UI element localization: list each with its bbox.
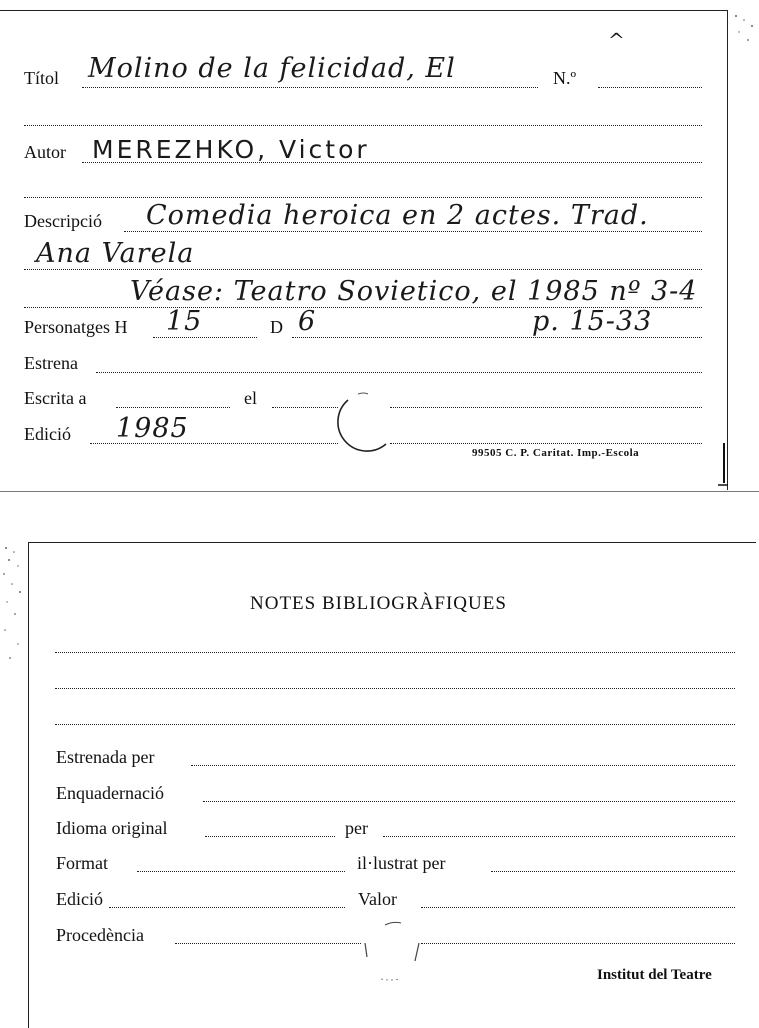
estrenada-line — [191, 765, 735, 766]
estrena-label: Estrena — [24, 353, 78, 373]
procedencia-line-a — [175, 943, 361, 944]
procedencia-line-b — [421, 943, 735, 944]
card-separator — [0, 491, 759, 492]
format-illustrat-label: il·lustrat per — [357, 853, 446, 873]
valor-label: Valor — [358, 889, 397, 909]
descripcio-value-2: Ana Varela — [36, 238, 195, 269]
personatges-h-value: 15 — [166, 306, 203, 337]
escrita-el-line-b — [390, 407, 702, 408]
edicio-value: 1985 — [116, 413, 189, 444]
idioma-per-line — [383, 836, 735, 837]
idioma-label: Idioma original — [56, 818, 168, 838]
personatges-h-line — [153, 337, 257, 338]
back-punch-hole-mark — [357, 913, 427, 983]
catalog-card-back — [28, 542, 756, 1028]
escrita-label: Escrita a — [24, 388, 87, 408]
numero-label: N.º — [553, 68, 577, 88]
enquadernacio-line — [203, 801, 735, 802]
personatges-pages: p. 15-33 — [532, 306, 653, 337]
idioma-per-label: per — [345, 818, 368, 838]
titol-label: Títol — [24, 68, 59, 88]
numero-line — [598, 87, 702, 88]
procedencia-label: Procedència — [56, 925, 144, 945]
scan-noise-right — [730, 10, 759, 50]
back-edicio-label: Edició — [56, 889, 103, 909]
escrita-el-line-a — [272, 407, 338, 408]
personatges-label: Personatges H — [24, 317, 128, 337]
notes-line-3 — [55, 724, 735, 725]
estrenada-label: Estrenada per — [56, 747, 155, 767]
autor-extra-line — [24, 197, 702, 198]
back-edicio-line — [109, 907, 345, 908]
escrita-line — [116, 407, 230, 408]
estrena-line — [96, 372, 702, 373]
personatges-d-value: 6 — [298, 306, 317, 337]
titol-extra-line — [24, 125, 702, 126]
printer-imprint: 99505 C. P. Caritat. Imp.-Escola — [472, 447, 640, 459]
descripcio-line-2 — [24, 269, 702, 270]
descripcio-value-1: Comedia heroica en 2 actes. Trad. — [146, 200, 649, 231]
autor-value: MEREZHKO, Victor — [92, 135, 370, 164]
institution-imprint: Institut del Teatre — [597, 967, 712, 983]
personatges-d-line — [292, 337, 702, 338]
format-label: Format — [56, 853, 108, 873]
scan-noise-left — [0, 540, 30, 690]
edicio-label: Edició — [24, 424, 71, 444]
escrita-el-label: el — [244, 388, 257, 408]
descripcio-label: Descripció — [24, 211, 102, 231]
notes-line-1 — [55, 652, 735, 653]
autor-label: Autor — [24, 142, 66, 162]
enquadernacio-label: Enquadernació — [56, 783, 164, 803]
card-front-edge-marks — [716, 439, 730, 491]
titol-value: Molino de la felicidad, El — [88, 53, 456, 84]
format-illustrat-line — [491, 871, 735, 872]
descripcio-line-1 — [124, 231, 702, 232]
edicio-line-b — [390, 443, 702, 444]
personatges-d-label: D — [270, 317, 283, 337]
punch-hole-mark — [334, 386, 394, 452]
idioma-line — [205, 836, 335, 837]
valor-line — [421, 907, 735, 908]
descripcio-value-3: Véase: Teatro Sovietico, el 1985 nº 3-4 — [130, 276, 698, 307]
notes-title: NOTES BIBLIOGRÀFIQUES — [250, 593, 507, 614]
titol-line — [82, 87, 538, 88]
notes-line-2 — [55, 688, 735, 689]
catalog-card-front — [0, 10, 728, 490]
numero-mark: ^ — [608, 28, 626, 52]
format-line — [137, 871, 345, 872]
